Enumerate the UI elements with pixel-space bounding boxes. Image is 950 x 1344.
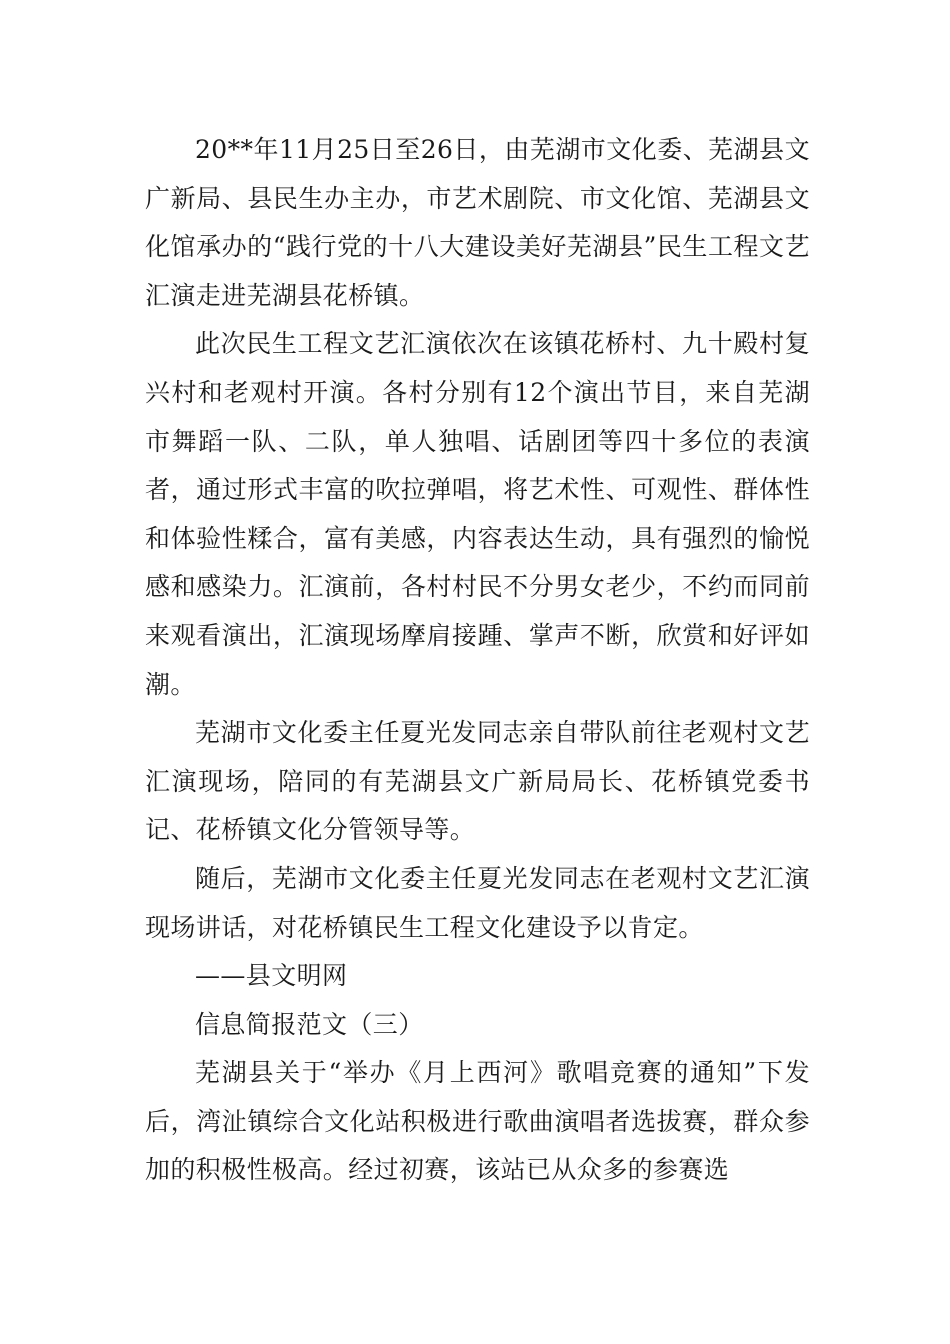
section-title: 信息简报范文（三） (195, 1009, 424, 1039)
paragraph-singing-contest: 芜湖县关于“举办《月上西河》歌唱竞赛的通知”下发后，湾沚镇综合文化站积极进行歌曲演唱者选拔赛，群众参加的积极性极高。经过初赛，该站已从众多的参赛选 (145, 1058, 810, 1185)
paragraph-event-intro: 20**年11月25日至26日，由芜湖市文化委、芜湖县文广新局、县民生办主办，市艺术剧院、市文化馆、芜湖县文化馆承办的“践行党的十八大建设美好芜湖县”民生工程文艺汇演走进芜湖县花桥镇。 (145, 135, 810, 310)
source-attribution: ——县文明网 (195, 961, 348, 991)
paragraph-speech: 随后，芜湖市文化委主任夏光发同志在老观村文艺汇演现场讲话，对花桥镇民生工程文化建设予以肯定。 (145, 863, 810, 942)
paragraph-performance-details: 此次民生工程文艺汇演依次在该镇花桥村、九十殿村复兴村和老观村开演。各村分别有12个演出节目，来自芜湖市舞蹈一队、二队，单人独唱、话剧团等四十多位的表演者，通过形式丰富的吹拉弹唱，将艺术性、可观性、群体性和体验性糅合，富有美感，内容表达生动，具有强烈的愉悦感和感染力。汇演前，各村村民不分男女老少，不约而同前来观看演出，汇演现场摩肩接踵、掌声不断，欣赏和好评如潮。 (145, 329, 810, 699)
document-body (145, 126, 810, 1195)
paragraph-leadership-visit: 芜湖市文化委主任夏光发同志亲自带队前往老观村文艺汇演现场，陪同的有芜湖县文广新局局长、花桥镇党委书记、花桥镇文化分管领导等。 (145, 718, 810, 845)
